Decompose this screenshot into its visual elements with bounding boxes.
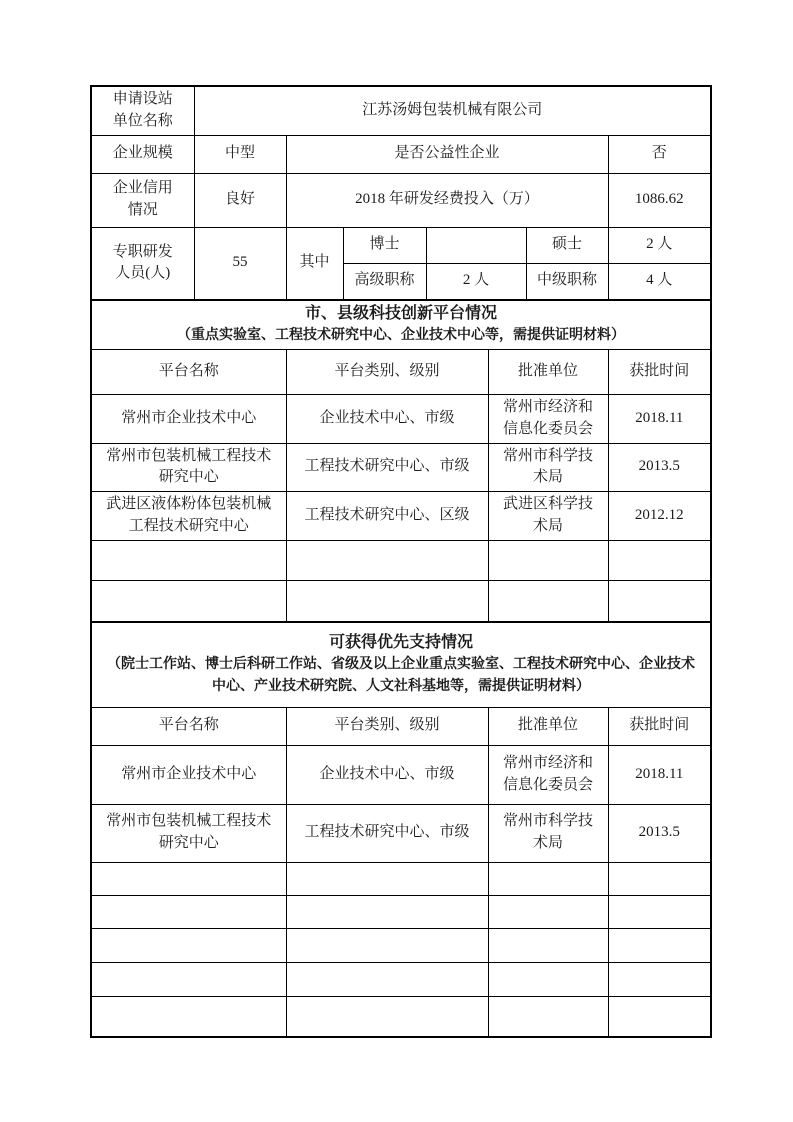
section1-note: （重点实验室、工程技术研究中心、企业技术中心等，需提供证明材料） (177, 328, 626, 344)
application-form-table (90, 85, 712, 1038)
staff-value: 55 (194, 227, 286, 300)
approver-cell: 武进区科学技术局 (488, 492, 608, 541)
doctor-label: 博士 (343, 227, 426, 263)
scale-value: 中型 (194, 135, 286, 173)
platform-type-cell: 工程技术研究中心、市级 (286, 443, 488, 492)
approval-time-cell: 2013.5 (608, 804, 711, 862)
section2-note: （院士工作站、博士后科研工作站、省级及以上企业重点实验室、工程技术研究中心、企业技术中心、产业技术研究院、人文社科基地等，需提供证明材料） (107, 657, 696, 695)
rd-fund-value: 1086.62 (608, 173, 711, 227)
empty-cell (286, 996, 488, 1037)
scale-row (91, 135, 711, 173)
empty-cell (608, 928, 711, 962)
platform-type-cell: 企业技术中心、市级 (286, 745, 488, 804)
empty-cell (608, 895, 711, 928)
empty-cell (608, 996, 711, 1037)
empty-cell (286, 540, 488, 580)
section2-header-row (91, 707, 711, 745)
table-row-empty (91, 862, 711, 895)
empty-cell (91, 862, 286, 895)
platform-type-cell: 工程技术研究中心、区级 (286, 492, 488, 541)
approval-time-cell: 2018.11 (608, 395, 711, 444)
table-row (91, 492, 711, 541)
col-header-platform-name: 平台名称 (91, 350, 286, 395)
section1-title: 市、县级科技创新平台情况 (305, 305, 498, 322)
table-row-empty (91, 580, 711, 622)
table-row-empty (91, 996, 711, 1037)
platform-name-cell: 常州市企业技术中心 (91, 395, 286, 444)
platform-name-cell: 常州市包装机械工程技术研究中心 (91, 804, 286, 862)
table-row-empty (91, 928, 711, 962)
empty-cell (488, 580, 608, 622)
applicant-name-value: 江苏汤姆包装机械有限公司 (194, 86, 711, 135)
master-value: 2 人 (608, 227, 711, 263)
empty-cell (608, 580, 711, 622)
platform-type-cell: 工程技术研究中心、市级 (286, 804, 488, 862)
empty-cell (286, 862, 488, 895)
empty-cell (91, 996, 286, 1037)
empty-cell (286, 928, 488, 962)
table-row (91, 745, 711, 804)
empty-cell (608, 962, 711, 996)
empty-cell (286, 962, 488, 996)
col-header-platform-type: 平台类别、级别 (286, 707, 488, 745)
approval-time-cell: 2018.11 (608, 745, 711, 804)
rd-fund-label: 2018 年研发经费投入（万） (286, 173, 608, 227)
col-header-approval-time: 获批时间 (608, 707, 711, 745)
credit-label: 企业信用情况 (91, 173, 194, 227)
applicant-name-label: 申请设站单位名称 (91, 86, 194, 135)
empty-cell (608, 862, 711, 895)
approver-cell: 常州市科学技术局 (488, 443, 608, 492)
welfare-value: 否 (608, 135, 711, 173)
empty-cell (488, 928, 608, 962)
empty-cell (91, 580, 286, 622)
approver-cell: 常州市经济和信息化委员会 (488, 395, 608, 444)
table-row (91, 443, 711, 492)
empty-cell (91, 962, 286, 996)
col-header-approver: 批准单位 (488, 707, 608, 745)
middle-title-label: 中级职称 (526, 263, 608, 300)
staff-row-top (91, 227, 711, 263)
platform-name-cell: 武进区液体粉体包装机械工程技术研究中心 (91, 492, 286, 541)
empty-cell (608, 540, 711, 580)
section1-band-cell (91, 300, 711, 350)
among-label: 其中 (286, 227, 343, 300)
section1-band (91, 300, 711, 350)
platform-type-cell: 企业技术中心、市级 (286, 395, 488, 444)
empty-cell (488, 540, 608, 580)
master-label: 硕士 (526, 227, 608, 263)
empty-cell (488, 962, 608, 996)
applicant-row (91, 86, 711, 135)
empty-cell (91, 895, 286, 928)
table-row-empty (91, 895, 711, 928)
doctor-value (426, 227, 526, 263)
approval-time-cell: 2012.12 (608, 492, 711, 541)
section1-header-row (91, 350, 711, 395)
approver-cell: 常州市科学技术局 (488, 804, 608, 862)
senior-title-label: 高级职称 (343, 263, 426, 300)
credit-row (91, 173, 711, 227)
platform-name-cell: 常州市企业技术中心 (91, 745, 286, 804)
empty-cell (488, 895, 608, 928)
empty-cell (286, 895, 488, 928)
staff-label: 专职研发人员(人) (91, 227, 194, 300)
approval-time-cell: 2013.5 (608, 443, 711, 492)
platform-name-cell: 常州市包装机械工程技术研究中心 (91, 443, 286, 492)
table-row (91, 395, 711, 444)
empty-cell (286, 580, 488, 622)
col-header-approver: 批准单位 (488, 350, 608, 395)
empty-cell (488, 996, 608, 1037)
empty-cell (91, 928, 286, 962)
approver-cell: 常州市经济和信息化委员会 (488, 745, 608, 804)
welfare-label: 是否公益性企业 (286, 135, 608, 173)
section2-title: 可获得优先支持情况 (329, 633, 474, 651)
middle-title-value: 4 人 (608, 263, 711, 300)
section2-band-cell (91, 622, 711, 707)
table-row (91, 804, 711, 862)
senior-title-value: 2 人 (426, 263, 526, 300)
empty-cell (91, 540, 286, 580)
table-row-empty (91, 962, 711, 996)
empty-cell (488, 862, 608, 895)
credit-value: 良好 (194, 173, 286, 227)
col-header-platform-name: 平台名称 (91, 707, 286, 745)
col-header-approval-time: 获批时间 (608, 350, 711, 395)
section2-band (91, 622, 711, 707)
col-header-platform-type: 平台类别、级别 (286, 350, 488, 395)
scale-label: 企业规模 (91, 135, 194, 173)
table-row-empty (91, 540, 711, 580)
